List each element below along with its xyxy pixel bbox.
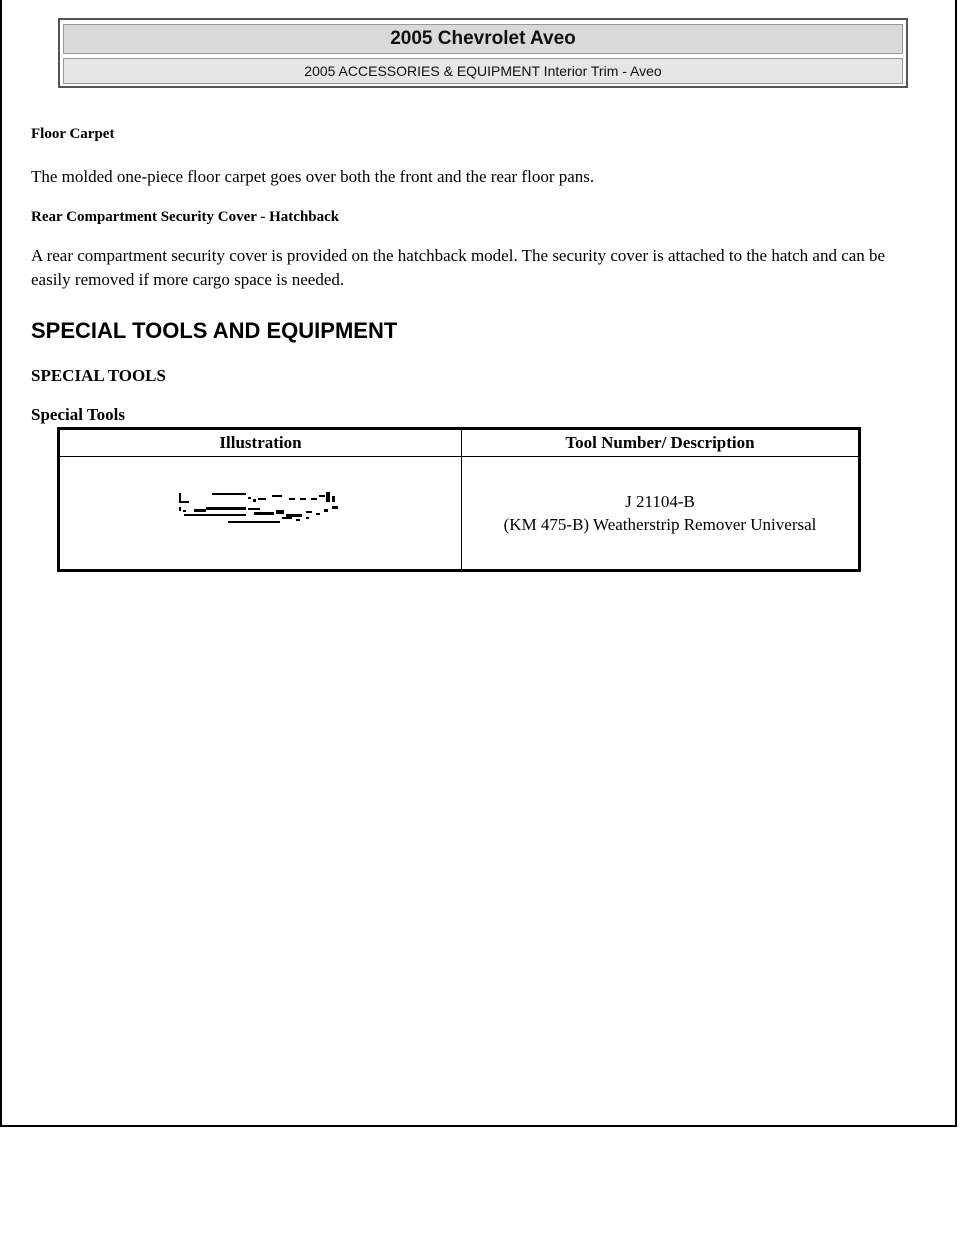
table-row bbox=[59, 457, 860, 571]
illustration-cell bbox=[59, 457, 462, 571]
description-cell bbox=[462, 457, 860, 571]
rear-cover-text: A rear compartment security cover is provided on the hatchback model. The security cover is attached to the hatch and can be easily removed if more cargo space is needed. bbox=[31, 246, 886, 289]
document-header bbox=[58, 18, 908, 88]
special-tools-heading: SPECIAL TOOLS bbox=[31, 366, 166, 385]
header-title: 2005 Chevrolet Aveo bbox=[63, 24, 903, 54]
tool-number: J 21104-B bbox=[625, 492, 695, 511]
column-header-description: Tool Number/ Description bbox=[462, 429, 860, 457]
floor-carpet-heading: Floor Carpet bbox=[31, 126, 115, 142]
special-tools-table bbox=[57, 427, 861, 572]
table-header-row bbox=[59, 429, 860, 457]
special-tools-equipment-heading: SPECIAL TOOLS AND EQUIPMENT bbox=[31, 318, 398, 343]
rear-cover-heading: Rear Compartment Security Cover - Hatchback bbox=[31, 209, 340, 225]
document-body bbox=[31, 126, 911, 425]
floor-carpet-text: The molded one-piece floor carpet goes over both the front and the rear floor pans. bbox=[31, 167, 595, 186]
header-subtitle: 2005 ACCESSORIES & EQUIPMENT Interior Trim - Aveo bbox=[63, 58, 903, 84]
footer-strip bbox=[0, 1230, 960, 1242]
table-caption: Special Tools bbox=[31, 405, 126, 424]
tool-description: (KM 475-B) Weatherstrip Remover Universal bbox=[503, 515, 817, 534]
column-header-illustration: Illustration bbox=[59, 429, 462, 457]
weatherstrip-remover-tool-icon bbox=[176, 490, 346, 532]
